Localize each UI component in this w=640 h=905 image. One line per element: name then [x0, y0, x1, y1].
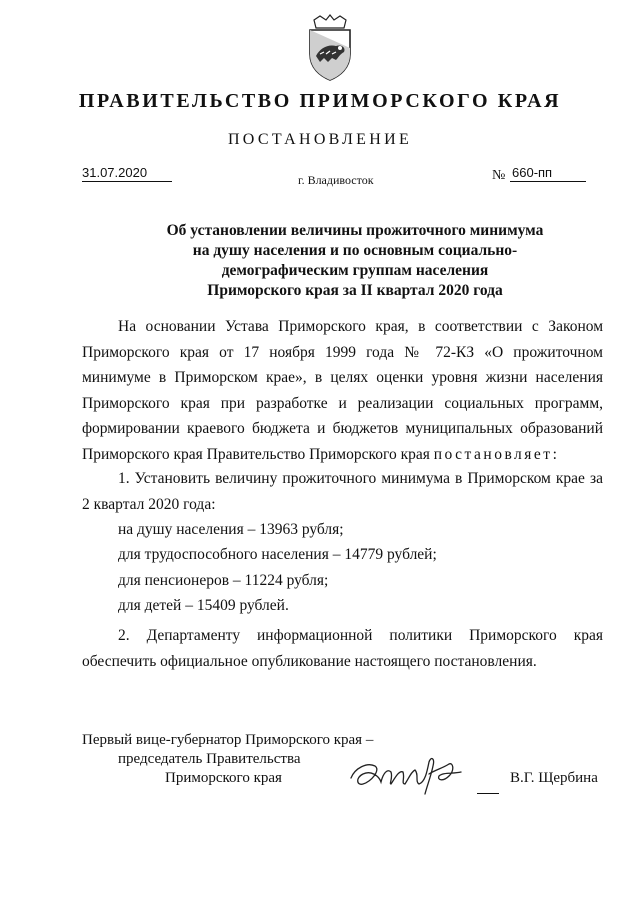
list-item: для трудоспособного населения – 14779 рублей; [118, 546, 437, 563]
list-item: для пенсионеров – 11224 рубля; [118, 572, 329, 589]
decree-word: постановляет: [433, 445, 560, 463]
document-number-label: № [492, 168, 506, 183]
list-item: на душу населения – 13963 рубля; [118, 521, 344, 538]
subject-line: демографическим группам населения [221, 262, 489, 279]
signatory-position-line: Первый вице-губернатор Приморского края – [82, 732, 374, 748]
document-subject [120, 221, 590, 301]
subject-line: на душу населения и по основным социально- [192, 242, 518, 259]
coat-of-arms-icon [300, 14, 360, 82]
document-type: ПОСТАНОВЛЕНИЕ [227, 131, 413, 148]
point-1: 1. Установить величину прожиточного минимума в Приморском крае за 2 квартал 2020 года: [82, 470, 603, 513]
handwritten-signature [345, 748, 475, 798]
signatory-position-line: председатель Правительства [118, 751, 301, 767]
document-number: 660-пп [510, 165, 586, 182]
signature-dash [477, 793, 499, 794]
subject-line: Об установлении величины прожиточного минимума [166, 222, 544, 239]
signatory-position-line: Приморского края [165, 770, 282, 786]
government-title: ПРАВИТЕЛЬСТВО ПРИМОРСКОГО КРАЯ [78, 90, 562, 112]
point-2: 2. Департаменту информационной политики Приморского края обеспечить официальное опубликование настоящего постановления. [82, 627, 603, 670]
list-item: для детей – 15409 рублей. [118, 597, 289, 614]
subject-line: Приморского края за II квартал 2020 года [207, 282, 503, 299]
document-date: 31.07.2020 [82, 165, 172, 182]
signatory-name: В.Г. Щербина [510, 770, 598, 786]
document-city: г. Владивосток [298, 173, 374, 187]
preamble-text: На основании Устава Приморского края, в соответствии с Законом Приморского края от 17 ноября 1999 года № 72-КЗ «О прожиточном минимуме в Приморском крае», в целях оценки уровня жизни населения Приморского края при разработке и реализации социальных программ, формировании краевого бюджета и бюджетов муниципальных образований Приморского края Правительство Приморского края [82, 318, 603, 463]
preamble-paragraph [82, 314, 603, 467]
